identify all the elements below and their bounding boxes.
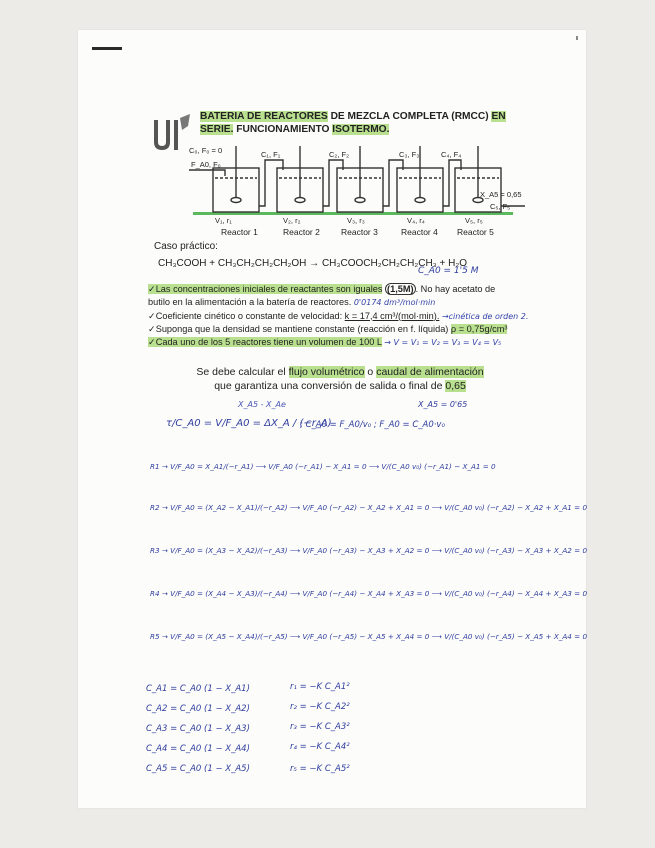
- goal-highlight-2: caudal de alimentación: [376, 366, 484, 378]
- reactor-bottom-label-2: V₂, r₂: [283, 216, 301, 225]
- goal-statement: [180, 365, 500, 393]
- note-1-concentration: (1,5M): [387, 284, 414, 294]
- reactor-bottom-label-5: V₅, r₅: [465, 216, 483, 225]
- hand-note-k: 0'0174 dm³/mol·min: [353, 297, 436, 307]
- reaction-equation: CH₃COOH + CH₃CH₂CH₂CH₂OH → CH₃COOCH₂CH₂CH₂CH₃ + H₂O: [158, 258, 468, 269]
- hand-concentration-1: C_A1 = C_A0 (1 − X_A1): [146, 684, 250, 694]
- title-text-1: DE MEZCLA COMPLETA (RMCC): [327, 111, 492, 122]
- hand-reactor-1-equation: R1 → V/F_A0 = X_A1/(−r_A1) ⟶ V/F_A0 (−r_A1) − X_A1 = 0 ⟶ V/(C_A0 v₀) (−r_A1) − X_A1 = 0: [150, 462, 496, 471]
- title-highlight-1: BATERIA DE REACTORES: [200, 111, 328, 122]
- inlet-pipe: [189, 170, 225, 176]
- note-2-text: ✓Coeficiente cinético o constante de velocidad:: [148, 310, 345, 321]
- interstage-label-1: C₁, F₁: [261, 150, 281, 159]
- inlet-flow-label: F_A0, F₀: [191, 160, 221, 169]
- title-highlight-2: EN: [491, 111, 506, 122]
- hand-design-extra: ; C_A0 = F_A0/v₀ ; F_A0 = C_A0·v₀: [300, 420, 445, 430]
- goal-highlight-1: flujo volumétrico: [288, 366, 365, 378]
- note-1-highlight: ✓Las concentraciones iniciales de reactantes son iguales: [148, 284, 383, 294]
- hand-note-order: →cinética de orden 2.: [441, 311, 529, 321]
- reactor-name-5: Reactor 5: [457, 227, 494, 237]
- reactor-bottom-label-3: V₃, r₃: [347, 216, 365, 225]
- hand-rate-1: r₁ = −K C_A1²: [290, 682, 350, 692]
- hand-rate-4: r₄ = −K C_A4²: [290, 742, 350, 752]
- note-2-value: k = 17,4 cm³/(mol·min).: [344, 310, 440, 321]
- hand-reactor-5-equation: R5 → V/F_A0 = (X_A5 − X_A4)/(−r_A5) ⟶ V/F_A0 (−r_A5) − X_A5 + X_A4 = 0 ⟶ V/(C_A0 v₀) (−r_A5) − X_A5 + X_A4 = 0: [150, 632, 588, 641]
- hand-concentration-4: C_A4 = C_A0 (1 − X_A4): [146, 744, 250, 754]
- transfer-pipe-1: [259, 160, 283, 206]
- reactor-bottom-label-4: V₄, r₄: [407, 216, 425, 225]
- reactor-name-1: Reactor 1: [221, 227, 258, 237]
- note-3-density: ρ = 0,75g/cm³: [450, 324, 508, 335]
- outlet-stream-label: C₅, F₅: [490, 202, 511, 211]
- hand-rate-2: r₂ = −K C_A2²: [290, 702, 350, 712]
- inlet-stream-label: C₀, F₀ = 0: [189, 146, 223, 155]
- hand-concentration-2: C_A2 = C_A0 (1 − X_A2): [146, 704, 250, 714]
- stirrer-blade-2: [295, 198, 305, 203]
- title-highlight-4: ISOTERMO.: [332, 124, 390, 135]
- hand-rate-5: r₅ = −K C_A5²: [290, 764, 350, 774]
- reactor-name-2: Reactor 2: [283, 227, 320, 237]
- hand-concentration-3: C_A3 = C_A0 (1 − X_A3): [146, 724, 250, 734]
- hand-delta: X_A5 - X_Ae: [238, 400, 286, 409]
- reactor-diagram: [185, 140, 530, 236]
- reactor-name-3: Reactor 3: [341, 227, 378, 237]
- title-highlight-3: SERIE.: [200, 124, 234, 135]
- hand-concentration-5: C_A5 = C_A0 (1 − X_A5): [146, 764, 250, 774]
- note-1-second-line: butilo en la alimentación a la batería de reactores.: [148, 296, 352, 307]
- problem-notes: [148, 283, 558, 350]
- hand-note-volume: → V = V₁ = V₂ = V₃ = V₄ = V₅: [384, 338, 502, 348]
- transfer-pipe-2: [323, 160, 343, 206]
- page-tick: [576, 36, 578, 40]
- stirrer-blade-4: [415, 198, 425, 203]
- note-4-highlight: ✓Cada uno de los 5 reactores tiene un volumen de 100 L: [148, 337, 382, 348]
- hand-design-equation: τ/C_A0 = V/F_A0 = ΔX_A / (−r_A): [166, 418, 332, 429]
- document-title: [200, 110, 510, 136]
- interstage-label-4: C₄, F₄: [441, 150, 462, 159]
- hand-reactor-3-equation: R3 → V/F_A0 = (X_A3 − X_A2)/(−r_A3) ⟶ V/F_A0 (−r_A3) − X_A3 + X_A2 = 0 ⟶ V/(C_A0 v₀) (−r_A3) − X_A3 + X_A2 = 0: [150, 546, 588, 555]
- note-1-tail: . No hay acetato de: [415, 284, 496, 294]
- title-text-2: FUNCIONAMIENTO: [233, 124, 333, 135]
- hand-rate-3: r₃ = −K C_A3²: [290, 722, 350, 732]
- goal-text-2: o: [364, 366, 377, 378]
- stirrer-blade-1: [231, 198, 241, 203]
- transfer-pipe-4: [443, 160, 461, 206]
- interstage-label-2: C₂, F₂: [329, 150, 349, 159]
- page-mark: [92, 47, 122, 50]
- interstage-label-3: C₃, F₃: [399, 150, 420, 159]
- hand-reactor-2-equation: R2 → V/F_A0 = (X_A2 − X_A1)/(−r_A2) ⟶ V/F_A0 (−r_A2) − X_A2 + X_A1 = 0 ⟶ V/(C_A0 v₀) (−r_A2) − X_A2 + X_A1 = 0: [150, 503, 588, 512]
- hand-reactor-4-equation: R4 → V/F_A0 = (X_A4 − X_A3)/(−r_A4) ⟶ V/F_A0 (−r_A4) − X_A4 + X_A3 = 0 ⟶ V/(C_A0 v₀) (−r_A4) − X_A4 + X_A3 = 0: [150, 589, 588, 598]
- stirrer-blade-3: [355, 198, 365, 203]
- transfer-pipe-3: [383, 160, 403, 206]
- outlet-conversion-label: X_A5 = 0,65: [480, 190, 522, 199]
- goal-highlight-3: 0,65: [445, 380, 466, 392]
- goal-text-3: que garantiza una conversión de salida o final de: [214, 380, 446, 392]
- case-label: Caso práctico:: [154, 241, 218, 252]
- hand-note-cao: C_A0 = 1'5 M: [418, 266, 479, 276]
- hand-xa5: X_A5 = 0'65: [418, 400, 468, 409]
- reactor-name-4: Reactor 4: [401, 227, 438, 237]
- goal-text-1: Se debe calcular el: [196, 366, 289, 378]
- note-3-text: ✓Suponga que la densidad se mantiene constante (reacción en f. líquida): [148, 324, 451, 335]
- reactor-bottom-label-1: V₁, r₁: [215, 216, 232, 225]
